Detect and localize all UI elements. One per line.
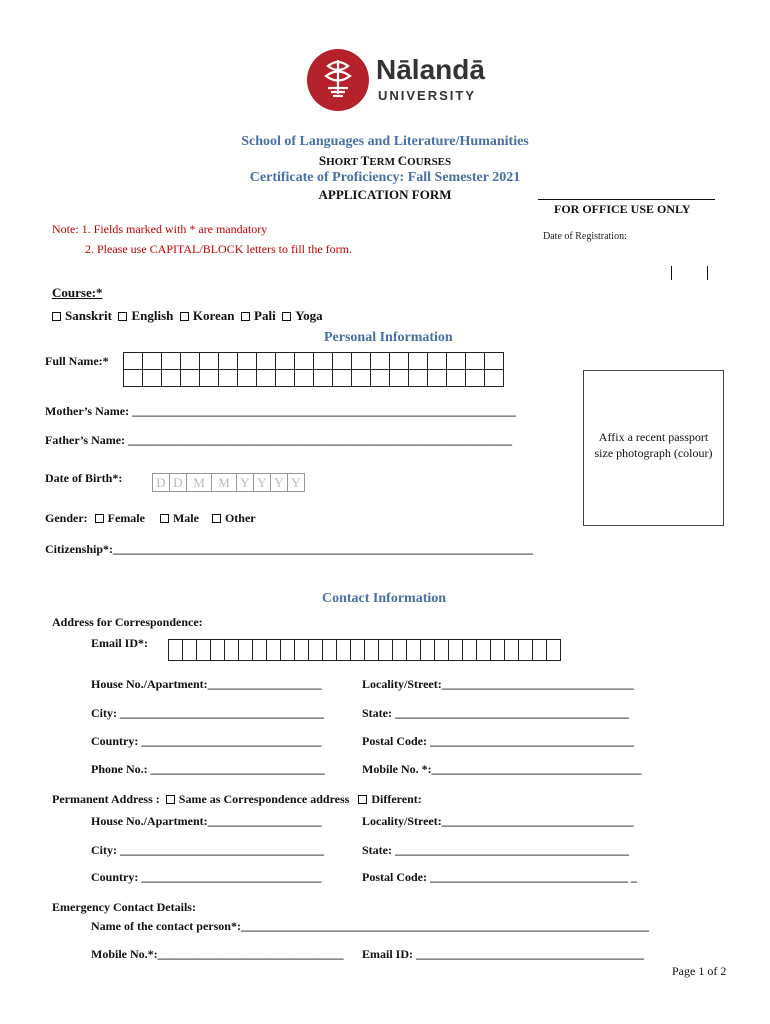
name-char-box[interactable] bbox=[428, 370, 447, 387]
office-top-line bbox=[538, 199, 715, 200]
email-label: Email ID*: bbox=[91, 636, 148, 650]
name-char-box[interactable] bbox=[143, 370, 162, 387]
course-options bbox=[52, 308, 323, 324]
name-char-box[interactable] bbox=[352, 370, 371, 387]
st-s: S bbox=[318, 153, 327, 168]
name-char-box[interactable] bbox=[238, 370, 257, 387]
dob-label: Date of Birth*: bbox=[45, 471, 123, 485]
name-char-box[interactable] bbox=[428, 353, 447, 370]
email-char-box[interactable] bbox=[407, 640, 421, 661]
email-char-box[interactable] bbox=[197, 640, 211, 661]
checkbox-icon[interactable] bbox=[166, 795, 175, 804]
gender-male[interactable]: Male bbox=[172, 511, 199, 525]
name-char-box[interactable] bbox=[181, 370, 200, 387]
form-title: APPLICATION FORM bbox=[318, 187, 452, 202]
course-option-pali[interactable] bbox=[241, 308, 276, 323]
email-char-box[interactable] bbox=[365, 640, 379, 661]
email-char-box[interactable] bbox=[239, 640, 253, 661]
mother-name-field[interactable]: Mother’s Name: ________________________________________________________________ bbox=[45, 404, 517, 418]
dob-grid[interactable] bbox=[152, 473, 305, 492]
name-char-box[interactable] bbox=[162, 353, 181, 370]
email-char-box[interactable] bbox=[281, 640, 295, 661]
country-field[interactable]: Country: ______________________________ bbox=[91, 734, 322, 748]
name-char-box[interactable] bbox=[276, 370, 295, 387]
checkbox-icon[interactable] bbox=[282, 312, 291, 321]
emergency-email-field[interactable]: Email ID: ______________________________________ bbox=[362, 947, 644, 961]
email-char-box[interactable] bbox=[309, 640, 323, 661]
permanent-state-field[interactable]: State: _______________________________________ bbox=[362, 843, 629, 857]
course-option-sanskrit[interactable] bbox=[52, 308, 112, 323]
email-char-box[interactable] bbox=[491, 640, 505, 661]
gender-female[interactable]: Female bbox=[107, 511, 145, 525]
course-option-label: Sanskrit bbox=[65, 308, 112, 323]
contact-person-field[interactable]: Name of the contact person*:____________________________________________________________________ bbox=[91, 919, 649, 933]
dob-cell[interactable]: Y bbox=[237, 474, 254, 492]
dob-cell[interactable]: D bbox=[153, 474, 170, 492]
name-char-box[interactable] bbox=[181, 353, 200, 370]
course-option-yoga[interactable] bbox=[282, 308, 322, 323]
dob-cell[interactable]: Y bbox=[288, 474, 305, 492]
course-option-label: Yoga bbox=[295, 308, 323, 323]
email-char-box[interactable] bbox=[337, 640, 351, 661]
name-char-box[interactable] bbox=[333, 353, 352, 370]
name-char-box[interactable] bbox=[219, 370, 238, 387]
email-char-box[interactable] bbox=[379, 640, 393, 661]
email-grid[interactable] bbox=[168, 639, 561, 661]
course-option-korean[interactable] bbox=[180, 308, 235, 323]
note-1: Note: 1. Fields marked with * are mandatory bbox=[52, 222, 268, 236]
different-address-option[interactable]: Different: bbox=[371, 792, 422, 806]
course-option-label: Pali bbox=[254, 308, 276, 323]
certificate-title: Certificate of Proficiency: Fall Semester 2021 bbox=[249, 170, 521, 185]
checkbox-icon[interactable] bbox=[358, 795, 367, 804]
photo-instructions: Affix a recent passport size photograph (colour) bbox=[594, 430, 713, 460]
photo-box bbox=[583, 370, 724, 526]
emergency-mobile-field[interactable]: Mobile No.*:_______________________________ bbox=[91, 947, 344, 961]
name-char-box[interactable] bbox=[238, 353, 257, 370]
email-char-box[interactable] bbox=[505, 640, 519, 661]
checkbox-icon[interactable] bbox=[160, 514, 169, 523]
name-char-box[interactable] bbox=[257, 370, 276, 387]
email-char-box[interactable] bbox=[351, 640, 365, 661]
phone-field[interactable]: Phone No.: _____________________________ bbox=[91, 762, 325, 776]
name-char-box[interactable] bbox=[295, 353, 314, 370]
email-char-box[interactable] bbox=[547, 640, 561, 661]
university-logo bbox=[306, 48, 485, 120]
name-char-box[interactable] bbox=[200, 353, 219, 370]
name-char-box[interactable] bbox=[371, 353, 390, 370]
permanent-address-label: Permanent Address : bbox=[52, 792, 160, 806]
page-number: Page 1 of 2 bbox=[672, 964, 727, 978]
name-char-box[interactable] bbox=[466, 370, 485, 387]
same-as-correspondence-option[interactable]: Same as Correspondence address bbox=[178, 792, 350, 806]
checkbox-icon[interactable] bbox=[95, 514, 104, 523]
gender-label: Gender: bbox=[45, 511, 88, 525]
checkbox-icon[interactable] bbox=[118, 312, 127, 321]
checkbox-icon[interactable] bbox=[241, 312, 250, 321]
name-char-box[interactable] bbox=[314, 353, 333, 370]
courses-c: C bbox=[397, 153, 408, 168]
dob-cell[interactable]: M bbox=[212, 474, 237, 492]
name-char-box[interactable] bbox=[409, 353, 428, 370]
office-use-title: FOR OFFICE USE ONLY bbox=[554, 202, 691, 216]
name-char-box[interactable] bbox=[390, 353, 409, 370]
dob-cell[interactable]: Y bbox=[271, 474, 288, 492]
name-char-box[interactable] bbox=[162, 370, 181, 387]
permanent-locality-field[interactable]: Locality/Street:________________________________ bbox=[362, 814, 634, 828]
checkbox-icon[interactable] bbox=[212, 514, 221, 523]
name-char-box[interactable] bbox=[276, 353, 295, 370]
father-name-field[interactable]: Father’s Name: ________________________________________________________________ bbox=[45, 433, 513, 447]
permanent-house-field[interactable]: House No./Apartment:___________________ bbox=[91, 814, 322, 828]
postal-field[interactable]: Postal Code: __________________________________ bbox=[362, 734, 634, 748]
checkbox-icon[interactable] bbox=[52, 312, 61, 321]
name-char-box[interactable] bbox=[200, 370, 219, 387]
email-char-box[interactable] bbox=[533, 640, 547, 661]
email-char-box[interactable] bbox=[393, 640, 407, 661]
personal-info-heading: Personal Information bbox=[324, 330, 453, 345]
permanent-postal-field[interactable]: Postal Code: _________________________________ _ bbox=[362, 870, 637, 884]
address-correspondence-label: Address for Correspondence: bbox=[52, 615, 203, 629]
name-char-box[interactable] bbox=[485, 353, 504, 370]
logo-wordmark: Nālandā bbox=[376, 54, 485, 85]
note-2: 2. Please use CAPITAL/BLOCK letters to fill the form. bbox=[85, 242, 352, 256]
dob-cell[interactable]: D bbox=[170, 474, 187, 492]
term-rest: ERM bbox=[369, 156, 398, 168]
email-char-box[interactable] bbox=[253, 640, 267, 661]
email-char-box[interactable] bbox=[211, 640, 225, 661]
name-char-box[interactable] bbox=[124, 370, 143, 387]
name-char-box[interactable] bbox=[314, 370, 333, 387]
email-char-box[interactable] bbox=[477, 640, 491, 661]
name-char-box[interactable] bbox=[409, 370, 428, 387]
date-of-registration-label: Date of Registration: bbox=[543, 231, 627, 242]
name-char-box[interactable] bbox=[219, 353, 238, 370]
email-char-box[interactable] bbox=[435, 640, 449, 661]
dob-cell[interactable]: M bbox=[187, 474, 212, 492]
office-box-left-bar bbox=[671, 266, 672, 280]
name-char-box[interactable] bbox=[333, 370, 352, 387]
contact-info-heading: Contact Information bbox=[322, 591, 447, 606]
name-char-box[interactable] bbox=[352, 353, 371, 370]
name-char-box[interactable] bbox=[485, 370, 504, 387]
logo-subtitle: UNIVERSITY bbox=[378, 88, 477, 103]
term-t: T bbox=[360, 153, 370, 168]
permanent-city-field[interactable]: City: __________________________________ bbox=[91, 843, 324, 857]
name-char-box[interactable] bbox=[257, 353, 276, 370]
email-char-box[interactable] bbox=[323, 640, 337, 661]
short-term-courses bbox=[0, 153, 770, 169]
name-char-box[interactable] bbox=[447, 353, 466, 370]
nalanda-seal-icon bbox=[306, 48, 370, 112]
state-field[interactable]: State: _______________________________________ bbox=[362, 706, 629, 720]
email-char-box[interactable] bbox=[267, 640, 281, 661]
gender-other[interactable]: Other bbox=[224, 511, 256, 525]
course-label: Course:* bbox=[52, 285, 103, 300]
courses-rest: OURSES bbox=[407, 156, 452, 168]
name-char-box[interactable] bbox=[143, 353, 162, 370]
house-field[interactable]: House No./Apartment:___________________ bbox=[91, 677, 322, 691]
name-char-box[interactable] bbox=[295, 370, 314, 387]
gender-row bbox=[45, 511, 256, 526]
email-char-box[interactable] bbox=[449, 640, 463, 661]
locality-field[interactable]: Locality/Street:________________________________ bbox=[362, 677, 634, 691]
emergency-contact-label: Emergency Contact Details: bbox=[52, 900, 196, 914]
email-char-box[interactable] bbox=[421, 640, 435, 661]
course-option-label: English bbox=[131, 308, 174, 323]
full-name-grid[interactable] bbox=[123, 352, 504, 387]
email-char-box[interactable] bbox=[169, 640, 183, 661]
permanent-country-field[interactable]: Country: ______________________________ bbox=[91, 870, 322, 884]
email-char-box[interactable] bbox=[463, 640, 477, 661]
email-char-box[interactable] bbox=[519, 640, 533, 661]
citizenship-field[interactable]: Citizenship*:______________________________________________________________________ bbox=[45, 542, 534, 556]
name-char-box[interactable] bbox=[447, 370, 466, 387]
course-option-label: Korean bbox=[192, 308, 235, 323]
permanent-address-row bbox=[52, 792, 422, 807]
office-box-right-bar bbox=[707, 266, 708, 280]
name-char-box[interactable] bbox=[371, 370, 390, 387]
email-char-box[interactable] bbox=[225, 640, 239, 661]
checkbox-icon[interactable] bbox=[180, 312, 189, 321]
full-name-label: Full Name:* bbox=[45, 354, 109, 368]
name-char-box[interactable] bbox=[390, 370, 409, 387]
course-option-english[interactable] bbox=[118, 308, 173, 323]
name-char-box[interactable] bbox=[466, 353, 485, 370]
name-char-box[interactable] bbox=[124, 353, 143, 370]
st-rest: HORT bbox=[326, 156, 361, 168]
mobile-field[interactable]: Mobile No. *:___________________________________ bbox=[362, 762, 642, 776]
school-title: School of Languages and Literature/Humanities bbox=[241, 134, 529, 149]
email-char-box[interactable] bbox=[183, 640, 197, 661]
dob-cell[interactable]: Y bbox=[254, 474, 271, 492]
city-field[interactable]: City: __________________________________ bbox=[91, 706, 324, 720]
email-char-box[interactable] bbox=[295, 640, 309, 661]
